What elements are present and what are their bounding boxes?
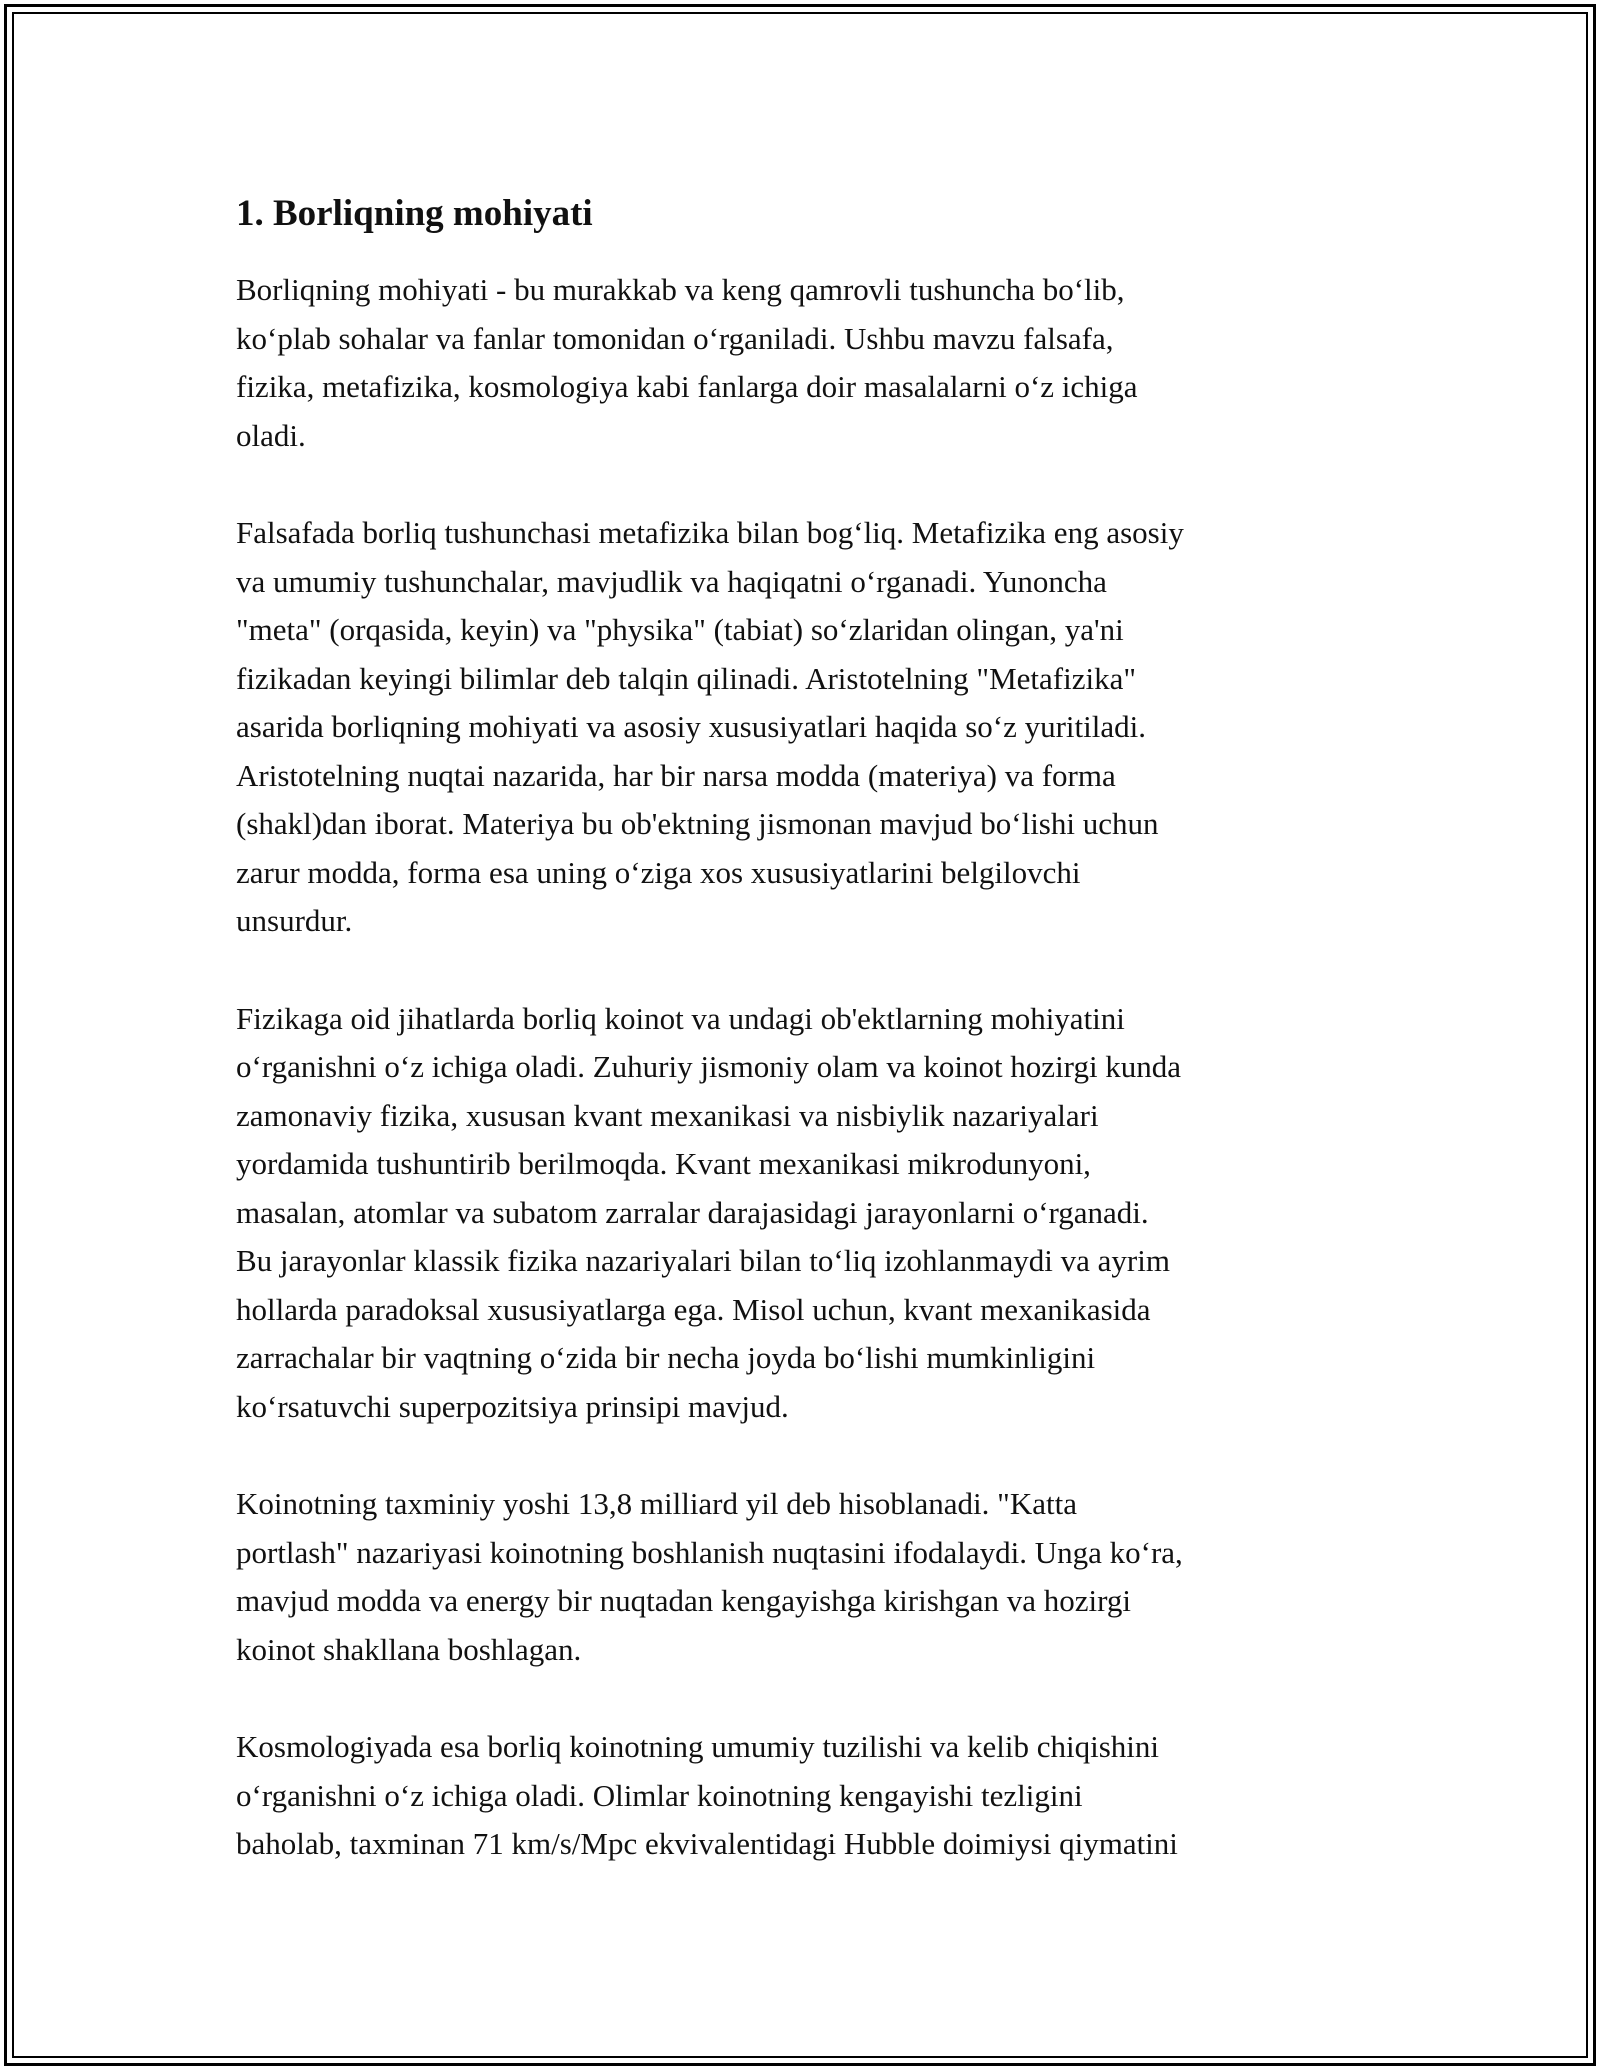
text-line: yordamida tushuntirib berilmoqda. Kvant mexanikasi mikrodunyoni, xyxy=(236,1146,1091,1181)
text-line: unsurdur. xyxy=(236,903,353,938)
text-line: mavjud modda va energy bir nuqtadan kengayishga kirishgan va hozirgi xyxy=(236,1583,1132,1618)
text-line: o‘rganishni o‘z ichiga oladi. Zuhuriy jismoniy olam va koinot hozirgi kunda xyxy=(236,1049,1182,1084)
text-line: Borliqning mohiyati - bu murakkab va keng qamrovli tushuncha bo‘lib, xyxy=(236,272,1125,307)
text-line: Falsafada borliq tushunchasi metafizika bilan bog‘liq. Metafizika eng asosiy xyxy=(236,515,1184,550)
section-heading: 1. Borliqning mohiyati xyxy=(236,193,593,234)
text-line: portlash" nazariyasi koinotning boshlanish nuqtasini ifodalaydi. Unga ko‘ra, xyxy=(236,1534,1183,1570)
text-line: Aristotelning nuqtai nazarida, har bir narsa modda (materiya) va forma xyxy=(236,757,1116,793)
text-line: ko‘plab sohalar va fanlar tomonidan o‘rganiladi. Ushbu mavzu falsafa, xyxy=(236,320,1114,356)
paragraph-physics xyxy=(236,995,1366,1432)
text-line: Koinotning taxminiy yoshi 13,8 milliard yil deb hisoblanadi. "Katta xyxy=(236,1486,1077,1521)
text-line: ko‘rsatuvchi superpozitsiya prinsipi mavjud. xyxy=(236,1388,789,1424)
paragraph-intro xyxy=(236,266,1366,460)
text-line: fizikadan keyingi bilimlar deb talqin qilinadi. Aristotelning "Metafizika" xyxy=(236,660,1136,696)
text-line: Bu jarayonlar klassik fizika nazariyalari bilan to‘liq izohlanmaydi va ayrim xyxy=(236,1243,1170,1278)
text-line: Fizikaga oid jihatlarda borliq koinot va undagi ob'ektlarning mohiyatini xyxy=(236,1000,1125,1036)
text-line: baholab, taxminan 71 km/s/Mpc ekvivalentidagi Hubble doimiysi qiymatini xyxy=(236,1826,1178,1861)
text-line: (shakl)dan iborat. Materiya bu ob'ektning jismonan mavjud bo‘lishi uchun xyxy=(236,806,1159,841)
text-line: zarur modda, forma esa uning o‘ziga xos xususiyatlarini belgilovchi xyxy=(236,854,1081,890)
text-line: o‘rganishni o‘z ichiga oladi. Olimlar koinotning kengayishi tezligini xyxy=(236,1777,1083,1813)
text-line: asarida borliqning mohiyati va asosiy xususiyatlari haqida so‘z yuritiladi. xyxy=(236,709,1147,744)
text-line: zarrachalar bir vaqtning o‘zida bir necha joyda bo‘lishi mumkinligini xyxy=(236,1340,1096,1375)
text-line: Kosmologiyada esa borliq koinotning umumiy tuzilishi va kelib chiqishini xyxy=(236,1729,1160,1764)
text-line: va umumiy tushunchalar, mavjudlik va haqiqatni o‘rganadi. Yunoncha xyxy=(236,563,1107,599)
text-line: masalan, atomlar va subatom zarralar darajasidagi jarayonlarni o‘rganadi. xyxy=(236,1194,1149,1230)
text-line: koinot shakllana boshlagan. xyxy=(236,1631,582,1667)
text-line: "meta" (orqasida, keyin) va "physika" (tabiat) so‘zlaridan olingan, ya'ni xyxy=(236,612,1124,647)
text-line: oladi. xyxy=(236,417,306,453)
text-line: zamonaviy fizika, xususan kvant mexanikasi va nisbiylik nazariyalari xyxy=(236,1097,1099,1133)
text-line: hollarda paradoksal xususiyatlarga ega. Misol uchun, kvant mexanikasida xyxy=(236,1291,1151,1327)
paragraph-universe-age xyxy=(236,1480,1366,1674)
paragraph-cosmology xyxy=(236,1723,1366,1869)
paragraph-philosophy xyxy=(236,509,1366,946)
text-line: fizika, metafizika, kosmologiya kabi fanlarga doir masalalarni o‘z ichiga xyxy=(236,369,1138,404)
document-body xyxy=(236,190,1366,1918)
